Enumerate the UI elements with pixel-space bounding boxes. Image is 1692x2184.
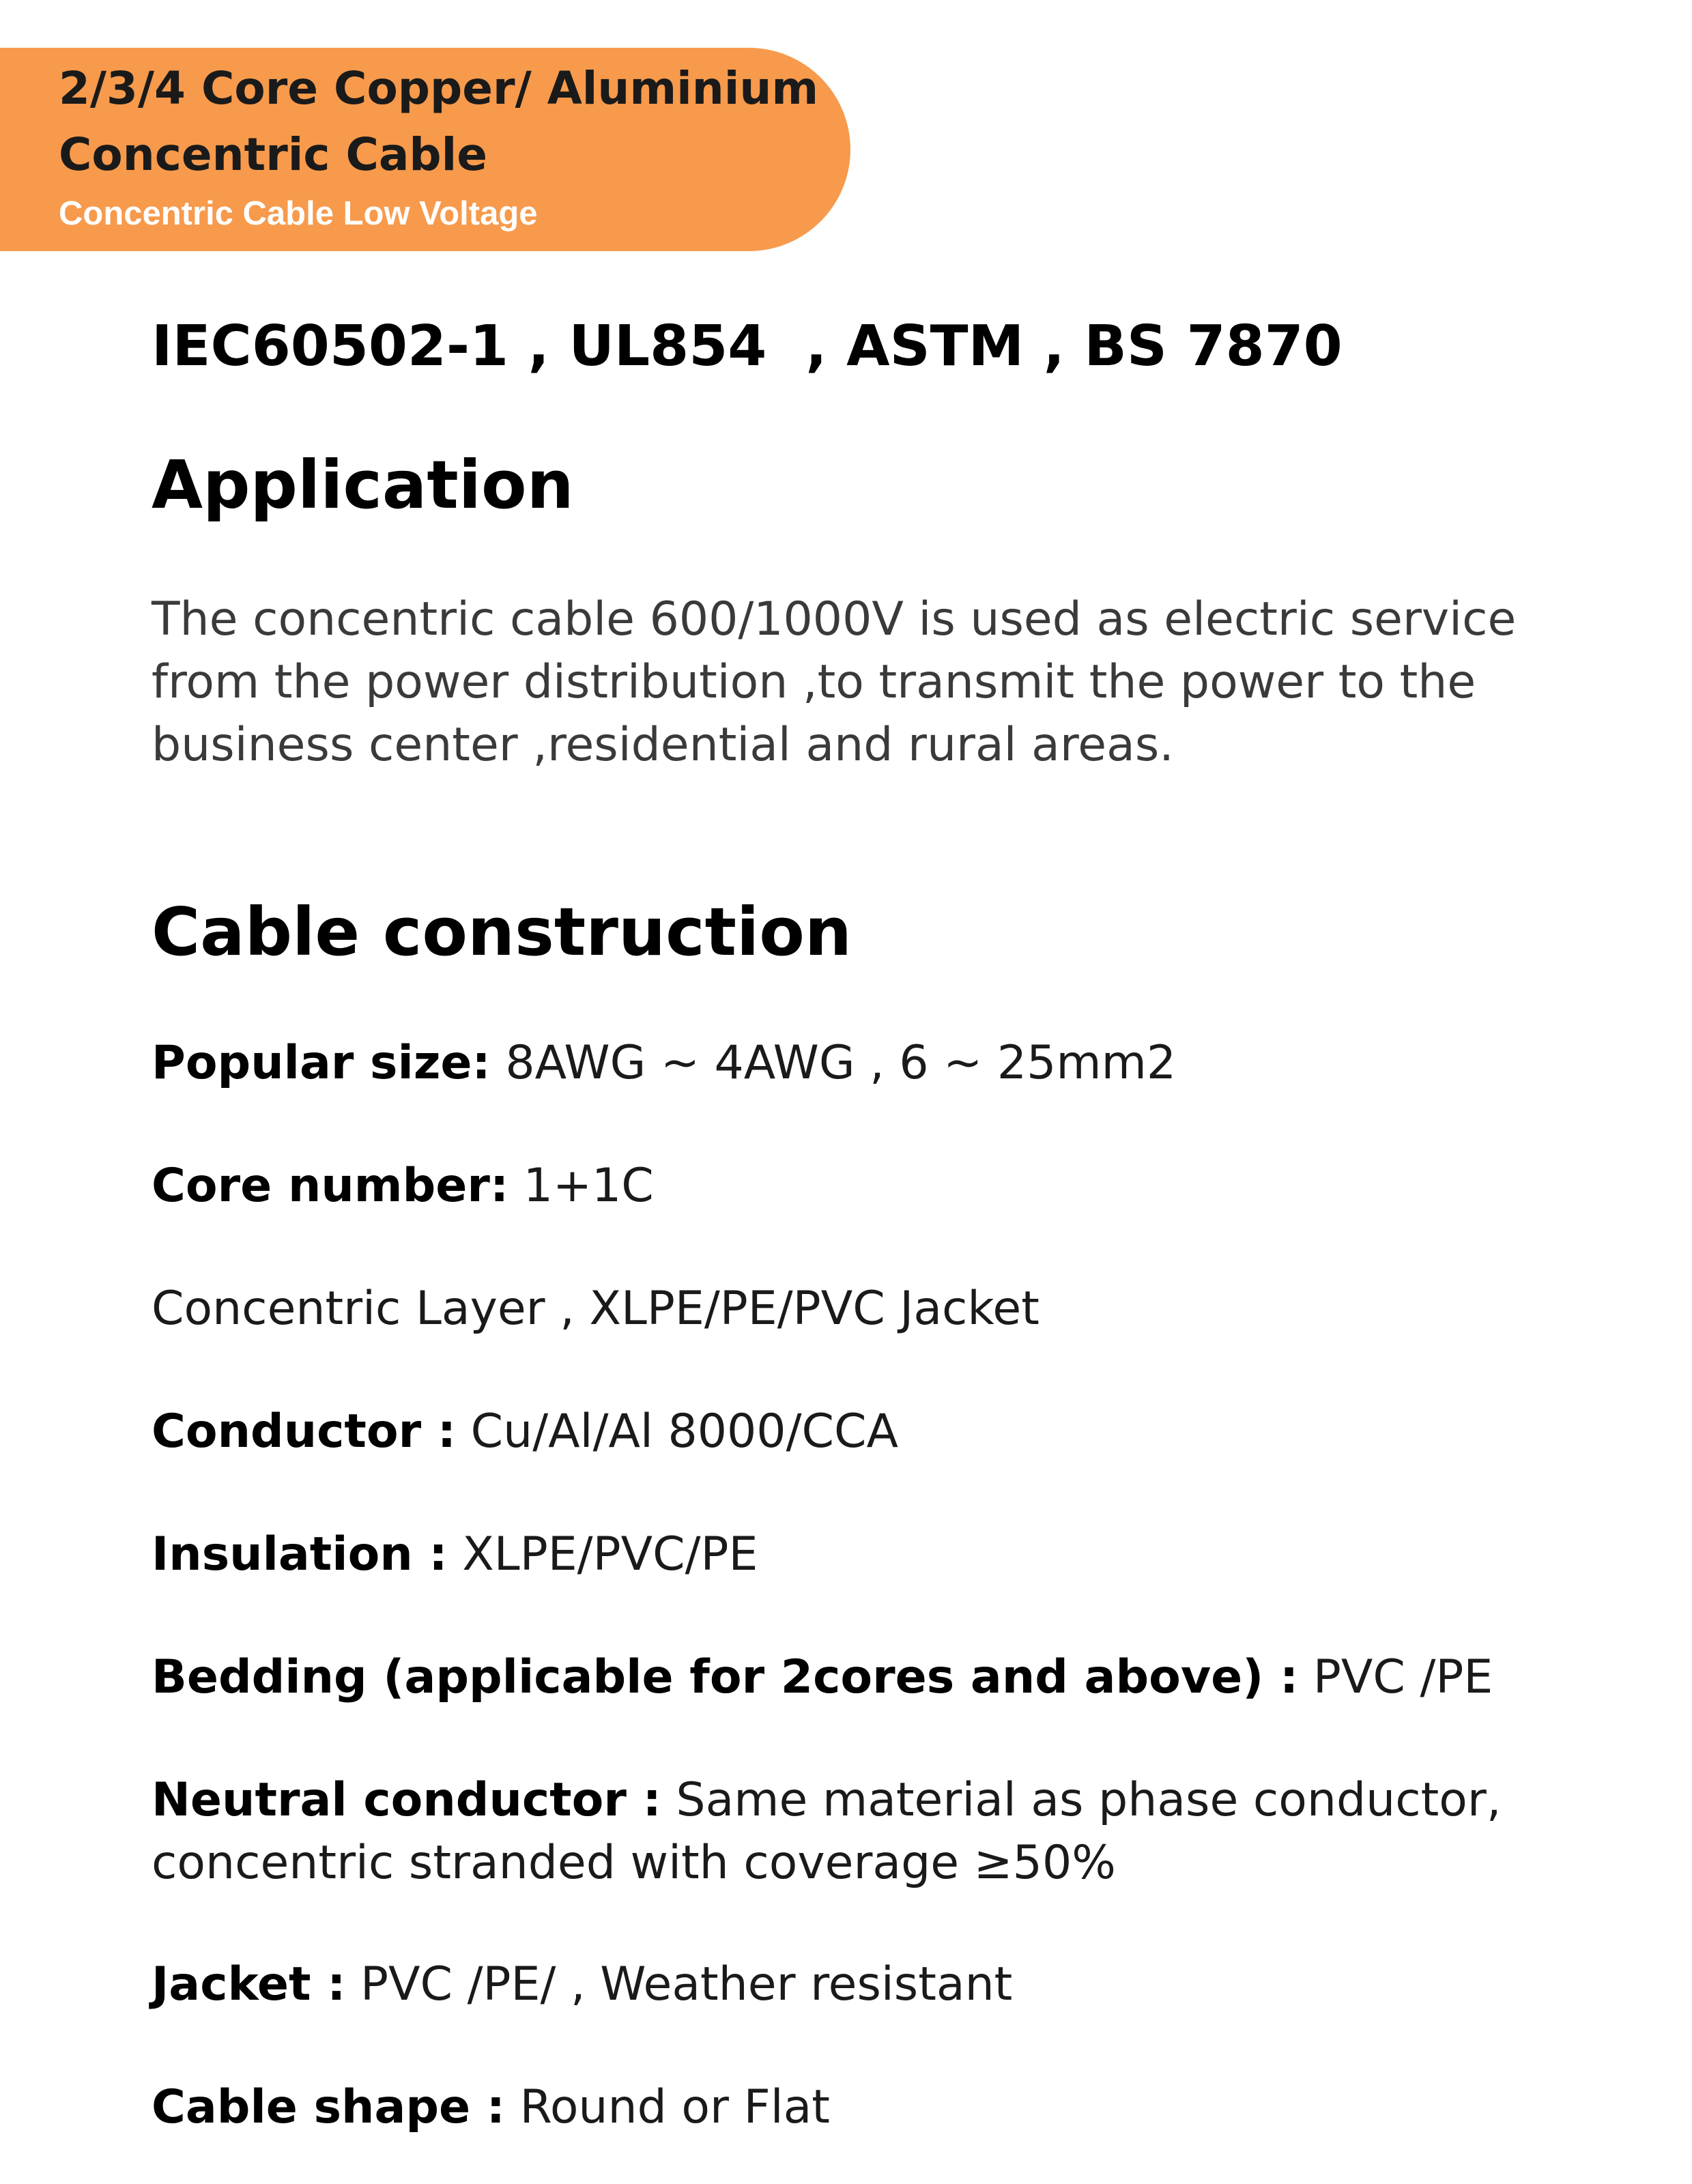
spec-value: Cu/Al/Al 8000/CCA — [456, 1405, 898, 1459]
spec-insulation — [152, 1523, 758, 1586]
spec-value: Round or Flat — [505, 2080, 830, 2134]
header-banner — [0, 48, 850, 251]
banner-title-line2: Concentric Cable — [59, 128, 488, 181]
spec-label: Popular size: — [152, 1036, 491, 1090]
spec-value: 1+1C — [508, 1159, 654, 1213]
spec-core-number — [152, 1155, 654, 1218]
spec-label: Jacket : — [152, 1957, 346, 2011]
cable-construction-heading: Cable construction — [152, 893, 852, 971]
spec-label: Conductor : — [152, 1405, 457, 1459]
spec-cable-shape — [152, 2076, 830, 2139]
spec-label: Bedding (applicable for 2cores and above) : — [152, 1650, 1299, 1704]
spec-jacket — [152, 1953, 1012, 2016]
standards-line: IEC60502-1 , UL854 , ASTM , BS 7870 — [152, 314, 1343, 379]
application-text: The concentric cable 600/1000V is used as electric service from the power distribution ,to transmit the power to the business center ,residential and rural areas. — [152, 592, 1517, 772]
spec-concentric-layer — [152, 1278, 1039, 1340]
spec-popular-size — [152, 1032, 1176, 1095]
spec-value: 8AWG ~ 4AWG , 6 ~ 25mm2 — [490, 1036, 1177, 1090]
spec-label: Neutral conductor : — [152, 1773, 661, 1827]
spec-value: XLPE/PVC/PE — [447, 1527, 758, 1581]
spec-value: Same material as phase conductor, concentric stranded with coverage ≥50% — [152, 1773, 1502, 1890]
spec-value: PVC /PE — [1298, 1650, 1493, 1704]
spec-label: Core number: — [152, 1159, 509, 1213]
spec-conductor — [152, 1400, 898, 1463]
spec-value: PVC /PE/ , Weather resistant — [345, 1957, 1013, 2011]
spec-neutral-conductor — [152, 1769, 1626, 1895]
spec-label: Insulation : — [152, 1527, 448, 1581]
banner-title-line1: 2/3/4 Core Copper/ Aluminium — [59, 62, 819, 115]
spec-label: Cable shape : — [152, 2080, 506, 2134]
spec-value: Concentric Layer , XLPE/PE/PVC Jacket — [152, 1282, 1039, 1336]
banner-subtitle: Concentric Cable Low Voltage — [59, 195, 538, 232]
spec-bedding — [152, 1646, 1493, 1709]
application-heading: Application — [152, 446, 574, 523]
